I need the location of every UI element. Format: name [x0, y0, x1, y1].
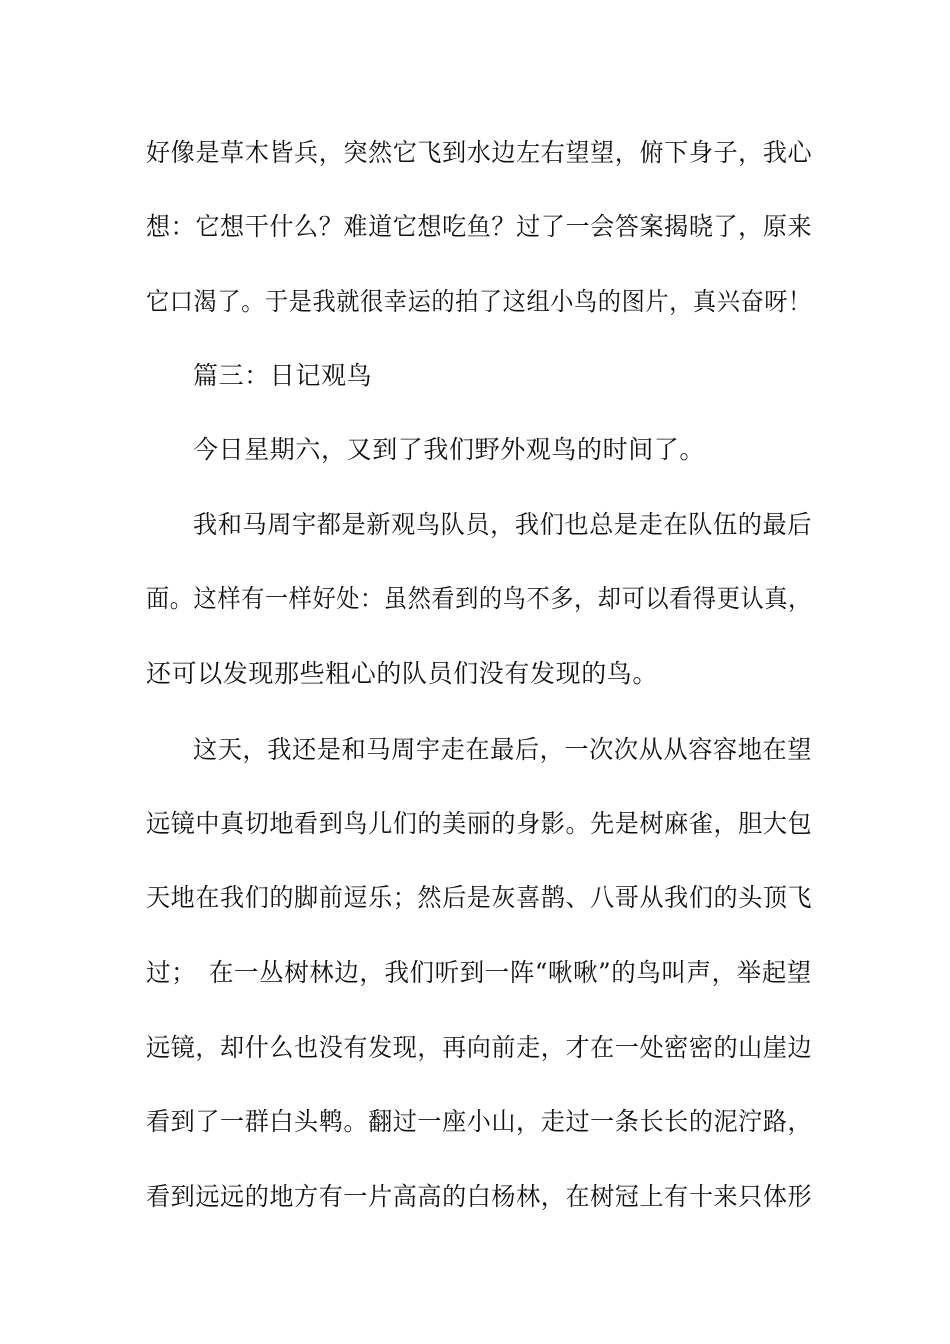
- text-line: 它口渴了。于是我就很幸运的拍了这组小鸟的图片，真兴奋呀！: [146, 287, 812, 316]
- text-line: 看到了一群白头鹎。翻过一座小山，走过一条长长的泥泞路，: [146, 1107, 813, 1136]
- text-line: 还可以发现那些粗心的队员们没有发现的鸟。: [146, 659, 659, 688]
- text-line: 我和马周宇都是新观鸟队员，我们也总是走在队伍的最后: [193, 510, 813, 539]
- text-line: 面。这样有一样好处：虽然看到的鸟不多，却可以看得更认真，: [146, 584, 812, 613]
- text-line: 这天，我还是和马周宇走在最后，一次次从从容容地在望: [193, 735, 813, 764]
- text-line: 远镜中真切地看到鸟儿们的美丽的身影。先是树麻雀，胆大包: [146, 809, 813, 838]
- text-line: 过； 在一丛树林边，我们听到一阵“啾啾”的鸟叫声，举起望: [146, 958, 812, 987]
- section-heading: 篇三：日记观鸟: [193, 361, 373, 390]
- text-line: 今日星期六，又到了我们野外观鸟的时间了。: [193, 435, 706, 464]
- text-line: 看到远远的地方有一片高高的白杨林，在树冠上有十来只体形: [146, 1182, 813, 1211]
- text-line: 远镜，却什么也没有发现，再向前走，才在一处密密的山崖边: [146, 1033, 813, 1062]
- text-line: 想：它想干什么？难道它想吃鱼？过了一会答案揭晓了，原来: [146, 212, 813, 241]
- text-line: 天地在我们的脚前逗乐；然后是灰喜鹊、八哥从我们的头顶飞: [146, 883, 813, 912]
- text-line: 好像是草木皆兵，突然它飞到水边左右望望，俯下身子，我心: [146, 138, 813, 167]
